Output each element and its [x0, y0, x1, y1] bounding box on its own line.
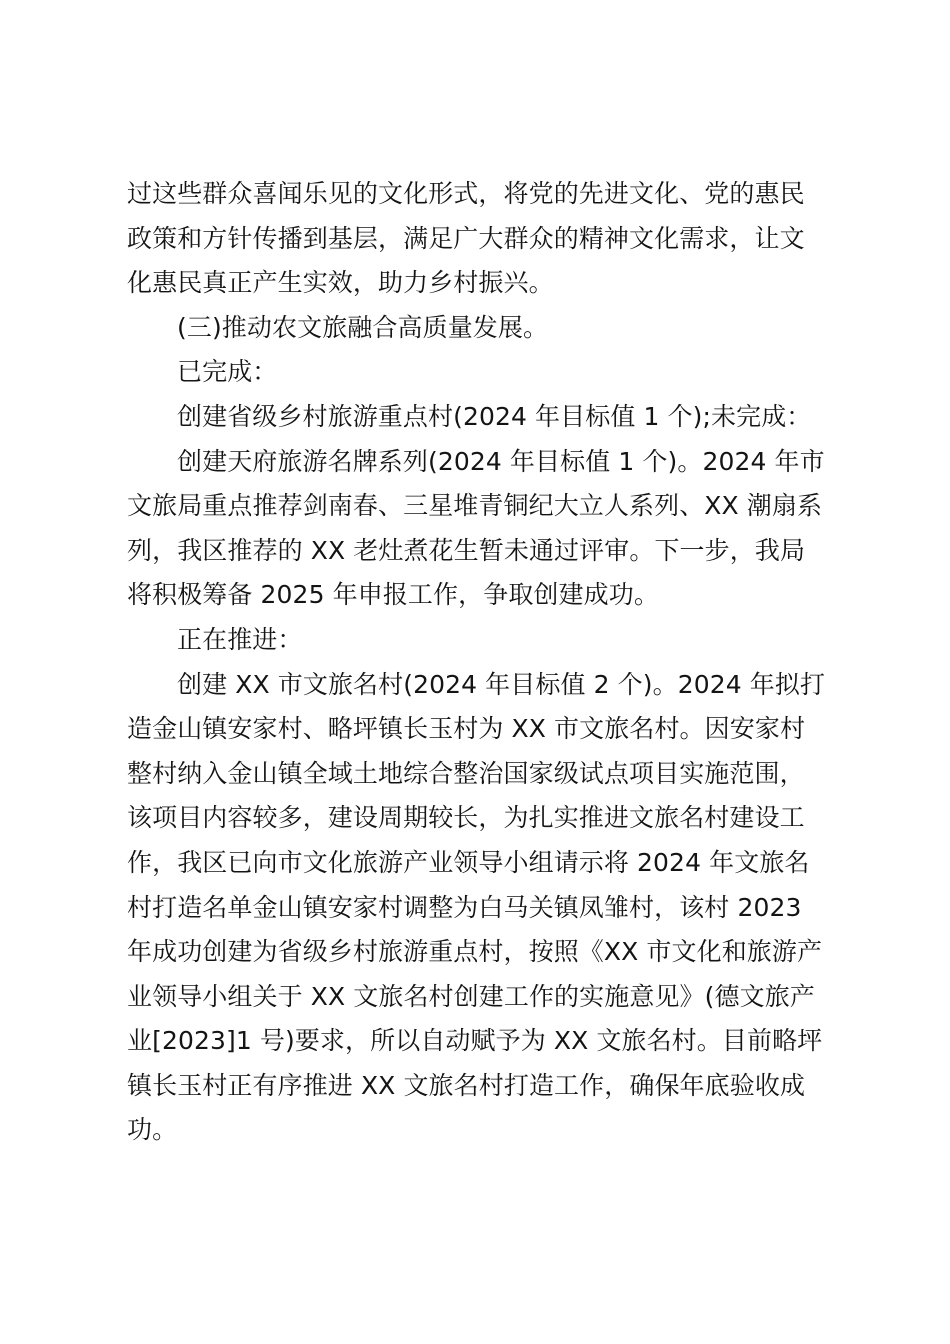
text-line: 镇长玉村正有序推进 XX 文旅名村打造工作，确保年底验收成	[127, 1070, 806, 1100]
text-line: 功。	[127, 1115, 178, 1145]
text-line: 村打造名单金山镇安家村调整为白马关镇凤雏村，该村 2023	[127, 892, 802, 922]
text-line: 整村纳入金山镇全域土地综合整治国家级试点项目实施范围，	[127, 758, 805, 788]
text-line: 创建 XX 市文旅名村(2024 年目标值 2 个)。2024 年拟打	[177, 669, 826, 699]
text-line: 化惠民真正产生实效，助力乡村振兴。	[127, 268, 554, 298]
document-body	[127, 172, 835, 1153]
text-line: 造金山镇安家村、略坪镇长玉村为 XX 市文旅名村。因安家村	[127, 714, 806, 744]
status-label-in-progress: 正在推进：	[177, 624, 303, 654]
text-line: 该项目内容较多，建设周期较长，为扎实推进文旅名村建设工	[127, 803, 805, 833]
section-heading: (三)推动农文旅融合高质量发展。	[177, 312, 549, 342]
text-line: 创建天府旅游名牌系列(2024 年目标值 1 个)。2024 年市	[177, 446, 825, 476]
text-line: 业领导小组关于 XX 文旅名村创建工作的实施意见》(德文旅产	[127, 981, 815, 1011]
text-line: 创建省级乡村旅游重点村(2024 年目标值 1 个);未完成：	[177, 401, 812, 431]
text-line: 过这些群众喜闻乐见的文化形式，将党的先进文化、党的惠民	[127, 179, 805, 208]
text-line: 政策和方针传播到基层，满足广大群众的精神文化需求，让文	[127, 223, 805, 253]
text-line: 年成功创建为省级乡村旅游重点村，按照《XX 市文化和旅游产	[127, 937, 823, 967]
text-line: 列，我区推荐的 XX 老灶煮花生暂未通过评审。下一步，我局	[127, 535, 806, 565]
text-line: 业[2023]1 号)要求，所以自动赋予为 XX 文旅名村。目前略坪	[127, 1026, 823, 1056]
text-line: 作，我区已向市文化旅游产业领导小组请示将 2024 年文旅名	[127, 847, 810, 877]
text-line: 将积极筹备 2025 年申报工作，争取创建成功。	[127, 580, 659, 610]
text-line: 文旅局重点推荐剑南春、三星堆青铜纪大立人系列、XX 潮扇系	[127, 491, 823, 521]
status-label-completed: 已完成：	[177, 357, 278, 387]
